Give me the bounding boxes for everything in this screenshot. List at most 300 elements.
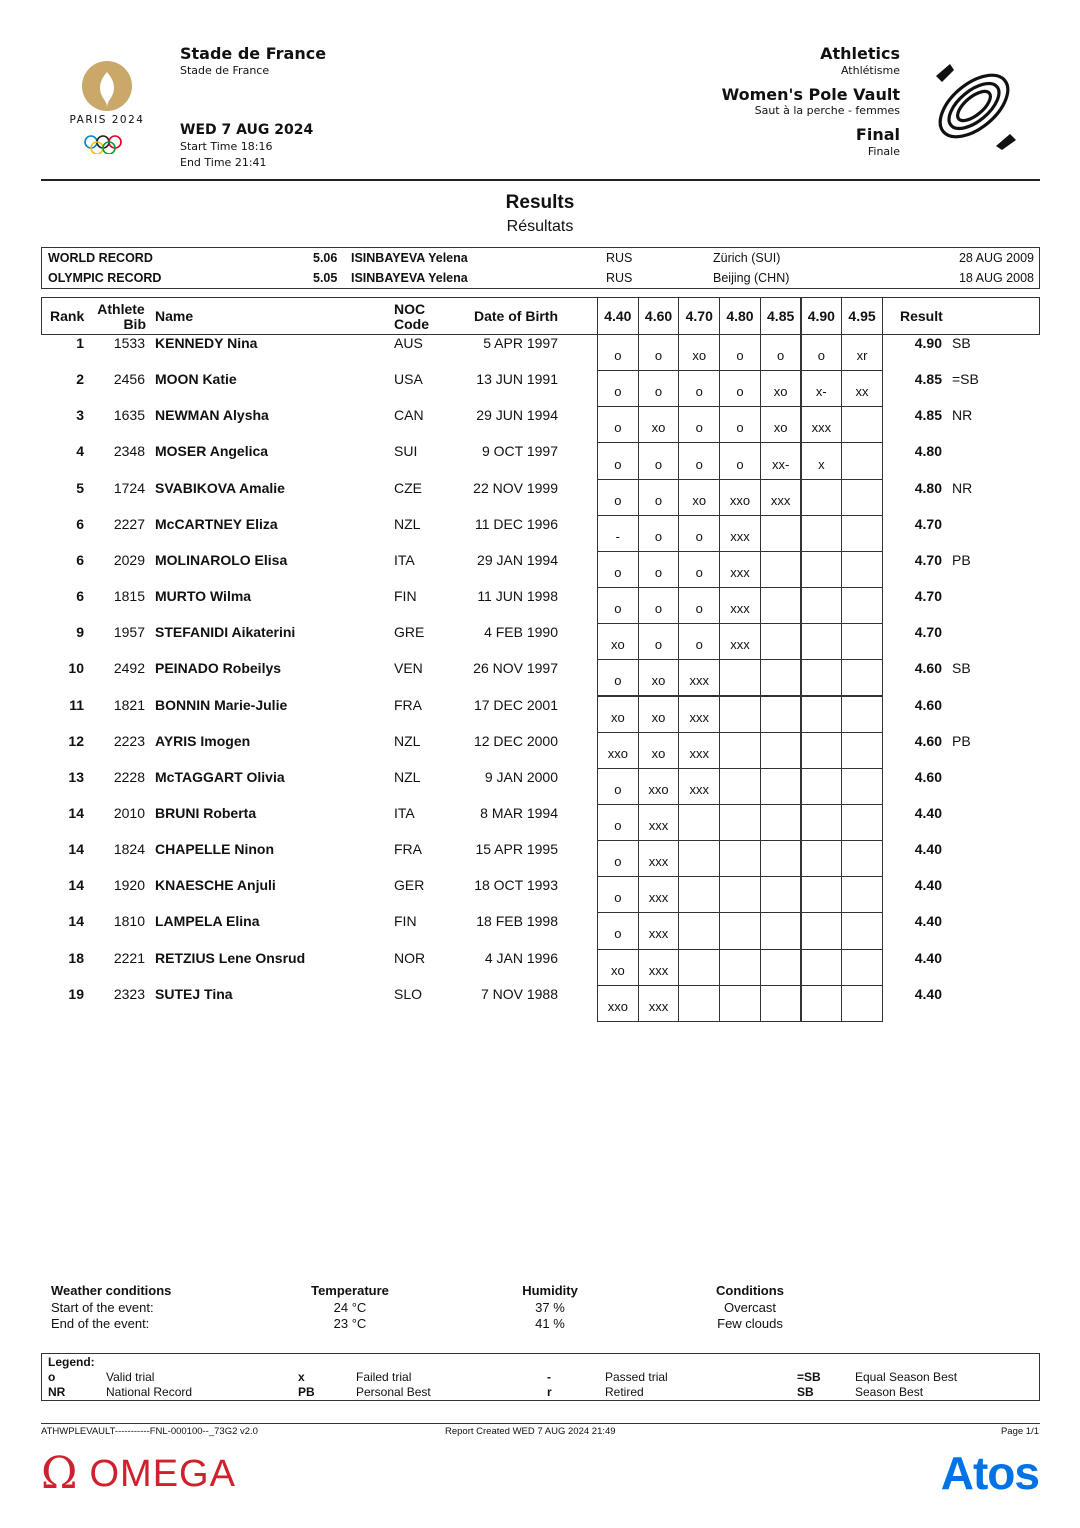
attempt-cell [760, 659, 802, 696]
rank: 6 [76, 515, 84, 532]
table-header [41, 297, 1040, 335]
athlete-name: LAMPELA Elina [155, 913, 260, 930]
noc-code: CZE [394, 479, 422, 496]
legend-desc: Valid trial [106, 1370, 155, 1384]
legend-desc: Equal Season Best [855, 1370, 958, 1384]
attempt-cell [801, 732, 843, 769]
phase: Final [855, 125, 900, 144]
paris-2024-logo [64, 58, 150, 154]
result-mark: 4.40 [914, 804, 942, 821]
athlete-name: STEFANIDI Aikaterini [155, 624, 296, 641]
attempt-cell: o [678, 551, 720, 588]
attempt-cell: o [719, 370, 761, 407]
attempt-cell: o [597, 479, 639, 516]
attempt-cell [801, 587, 843, 624]
weather-start-label: Start of the event: [51, 1300, 154, 1315]
rank: 14 [68, 877, 84, 894]
legend-symbol: o [48, 1370, 56, 1384]
attempt-cell: o [678, 406, 720, 443]
noc-code: FRA [394, 696, 422, 713]
legend-desc: Failed trial [356, 1370, 412, 1384]
attempt-cell: o [638, 479, 680, 516]
attempt-cell: xxx [678, 732, 720, 769]
page-number: Page 1/1 [1000, 1426, 1039, 1437]
attempt-cell [841, 985, 883, 1022]
athlete-name: McTAGGART Olivia [155, 768, 285, 785]
attempt-cell [801, 659, 843, 696]
rank: 19 [68, 985, 84, 1002]
weather-end-label: End of the event: [51, 1316, 150, 1331]
height-header-4-60: 4.60 [638, 297, 680, 335]
attempt-cell: xxx [638, 912, 680, 949]
attempt-cell [801, 623, 843, 660]
noc-code: AUS [394, 335, 423, 351]
event-date: WED 7 AUG 2024 [180, 122, 314, 138]
legend-symbol: =SB [797, 1370, 821, 1384]
attempt-cell [841, 551, 883, 588]
date-of-birth: 29 JAN 1994 [477, 551, 558, 568]
temperature-end: 23 °C [333, 1316, 367, 1331]
phase-fr: Finale [867, 145, 900, 158]
result-mark: 4.80 [914, 443, 942, 460]
attempt-cell: xo [760, 406, 802, 443]
attempt-cell [801, 479, 843, 516]
legend-symbol: PB [298, 1385, 315, 1399]
date-of-birth: 5 APR 1997 [483, 335, 558, 351]
attempt-cell: o [719, 442, 761, 479]
attempt-cell [760, 587, 802, 624]
attempt-cell: xxx [678, 768, 720, 805]
record-noc: RUS [606, 271, 633, 285]
attempt-cell: o [597, 876, 639, 913]
attempt-cell [801, 876, 843, 913]
noc-code: FIN [394, 913, 417, 930]
atos-logo: Atos [940, 1447, 1039, 1499]
attempt-cell [801, 840, 843, 877]
attempt-cell [841, 515, 883, 552]
attempt-cell: o [678, 587, 720, 624]
result-note: NR [952, 479, 973, 496]
rank: 11 [69, 696, 84, 713]
attempt-cell [841, 696, 883, 733]
athlete-name: BRUNI Roberta [155, 804, 257, 821]
athlete-name: MOLINAROLO Elisa [155, 551, 288, 568]
result-mark: 4.85 [914, 407, 942, 424]
result-note: NR [952, 407, 973, 424]
attempt-cell: o [638, 551, 680, 588]
attempt-cell [760, 515, 802, 552]
record-label: OLYMPIC RECORD [48, 271, 162, 285]
athlete-name: BONNIN Marie-Julie [155, 696, 288, 713]
noc-code: NZL [394, 768, 421, 785]
records-box [41, 247, 1040, 289]
athlete-name: CHAPELLE Ninon [155, 841, 274, 858]
attempt-cell: o [638, 370, 680, 407]
attempt-cell: o [597, 840, 639, 877]
result-mark: 4.80 [914, 479, 942, 496]
rank: 9 [76, 624, 84, 641]
bib: 2223 [113, 732, 145, 749]
legend-desc: Retired [605, 1385, 644, 1399]
noc-code: SUI [394, 443, 418, 460]
bib: 2492 [113, 660, 145, 677]
attempt-cell: o [597, 587, 639, 624]
attempt-cell: o [678, 623, 720, 660]
athlete-name: McCARTNEY Eliza [155, 515, 278, 532]
attempt-cell: xxx [638, 804, 680, 841]
event-name-fr: Saut à la perche - femmes [754, 104, 900, 117]
result-mark: 4.60 [914, 768, 942, 785]
legend-title: Legend: [48, 1355, 95, 1369]
attempt-cell [678, 876, 720, 913]
athlete-name: KENNEDY Nina [155, 335, 258, 351]
noc-code: NZL [394, 732, 421, 749]
attempt-cell: o [597, 659, 639, 696]
attempt-cell [760, 768, 802, 805]
event-name: Women's Pole Vault [721, 85, 900, 104]
bib: 1533 [113, 335, 145, 351]
bib: 1724 [113, 479, 145, 496]
date-of-birth: 12 DEC 2000 [473, 732, 558, 749]
bib: 2456 [113, 371, 145, 388]
noc-code: VEN [394, 660, 423, 677]
result-mark: 4.60 [914, 660, 942, 677]
omega-wordmark: OMEGA [89, 1452, 236, 1495]
attempt-cell [801, 696, 843, 733]
humidity-end: 41 % [535, 1316, 565, 1331]
height-header-4-40: 4.40 [597, 297, 639, 335]
attempt-cell: xo [760, 370, 802, 407]
attempt-cell [801, 804, 843, 841]
record-place: Beijing (CHN) [713, 271, 790, 285]
attempt-cell [719, 840, 761, 877]
date-of-birth: 15 APR 1995 [475, 841, 558, 858]
athlete-name: SVABIKOVA Amalie [155, 479, 285, 496]
noc-code: ITA [394, 551, 415, 568]
result-mark: 4.40 [914, 985, 942, 1002]
record-noc: RUS [606, 251, 633, 265]
attempt-cell [841, 912, 883, 949]
col-dob: Date of Birth [474, 308, 558, 324]
attempt-cell: xr [841, 334, 883, 371]
bib: 1810 [113, 913, 145, 930]
attempt-cell: o [719, 334, 761, 371]
legend-desc: Passed trial [605, 1370, 668, 1384]
attempt-cell: o [719, 406, 761, 443]
legend-symbol: NR [48, 1385, 66, 1399]
attempt-cell: o [597, 912, 639, 949]
legend-desc: Season Best [855, 1385, 924, 1399]
rank: 14 [68, 913, 84, 930]
legend-box [41, 1353, 1040, 1401]
sport-fr: Athlétisme [840, 64, 900, 77]
attempt-cell: o [678, 370, 720, 407]
attempt-cell: xxx [638, 876, 680, 913]
attempt-cell: o [597, 442, 639, 479]
athlete-name: MURTO Wilma [155, 588, 252, 605]
venue: Stade de France [180, 44, 327, 63]
attempt-cell [841, 949, 883, 986]
attempt-cell [801, 768, 843, 805]
attempt-cell: xo [638, 696, 680, 733]
rank: 5 [76, 479, 84, 496]
attempt-cell [801, 515, 843, 552]
result-mark: 4.85 [914, 371, 942, 388]
attempt-cell [841, 804, 883, 841]
omega-symbol-icon: Ω [41, 1448, 78, 1499]
date-of-birth: 17 DEC 2001 [473, 696, 558, 713]
rank: 6 [76, 588, 84, 605]
attempt-cell: xo [678, 479, 720, 516]
bib: 1815 [113, 588, 145, 605]
noc-code: NZL [394, 515, 421, 532]
footer-code: ATHWPLEVAULT-----------FNL-000100--_73G2 v2.0 [41, 1426, 258, 1437]
athlete-name: MOSER Angelica [155, 443, 269, 460]
attempt-cell [719, 949, 761, 986]
attempt-cell: o [597, 804, 639, 841]
athlete-name: PEINADO Robeilys [155, 660, 282, 677]
footer-divider [41, 1423, 1040, 1424]
attempt-cell: xxx [760, 479, 802, 516]
attempt-cell: xxx [719, 515, 761, 552]
attempt-cell [678, 949, 720, 986]
attempt-cell: xxo [597, 985, 639, 1022]
result-note: SB [952, 335, 971, 351]
attempt-cell [719, 768, 761, 805]
date-of-birth: 18 FEB 1998 [476, 913, 558, 930]
result-note: =SB [952, 371, 979, 388]
noc-code: NOR [394, 949, 426, 966]
omega-logo [41, 1448, 236, 1499]
athlete-name: AYRIS Imogen [155, 732, 251, 749]
legend-symbol: r [547, 1385, 552, 1399]
noc-code: ITA [394, 804, 415, 821]
attempt-cell: xx- [760, 442, 802, 479]
attempt-cell: xxx [678, 696, 720, 733]
attempt-cell: o [801, 334, 843, 371]
bib: 1635 [113, 407, 145, 424]
result-mark: 4.40 [914, 949, 942, 966]
bib: 2227 [113, 515, 145, 532]
attempt-cell [719, 804, 761, 841]
attempt-cell: o [597, 334, 639, 371]
attempt-cell [760, 949, 802, 986]
header-divider [41, 179, 1040, 181]
date-of-birth: 11 DEC 1996 [474, 515, 558, 532]
attempt-cell: xxx [678, 659, 720, 696]
legend-symbol: x [298, 1370, 305, 1384]
attempt-cell [760, 804, 802, 841]
attempt-cell [841, 442, 883, 479]
attempt-cell [719, 696, 761, 733]
athlete-name: MOON Katie [155, 371, 237, 388]
record-date: 28 AUG 2009 [958, 251, 1034, 265]
rank: 10 [68, 660, 84, 677]
noc-code: FRA [394, 841, 422, 858]
bib: 2323 [113, 985, 145, 1002]
world-record-row [42, 248, 1039, 268]
athlete-name: KNAESCHE Anjuli [155, 877, 276, 894]
attempt-cell [841, 876, 883, 913]
record-holder: ISINBAYEVA Yelena [351, 271, 468, 285]
date-of-birth: 7 NOV 1988 [480, 985, 558, 1002]
noc-code: USA [394, 371, 423, 388]
date-of-birth: 13 JUN 1991 [476, 371, 558, 388]
attempt-cell: o [638, 334, 680, 371]
attempt-cell: o [597, 768, 639, 805]
bib: 1920 [113, 877, 145, 894]
legend-symbol: - [547, 1370, 551, 1384]
bib: 1957 [113, 624, 145, 641]
col-bib: Bib [123, 316, 146, 332]
attempt-cell [841, 406, 883, 443]
noc-code: SLO [394, 985, 423, 1002]
attempt-cell: xxx [638, 949, 680, 986]
bib: 2010 [113, 804, 145, 821]
legend-symbol: SB [797, 1385, 814, 1399]
attempt-cell: xxx [719, 587, 761, 624]
conditions-title: Conditions [716, 1283, 784, 1298]
attempt-cell: o [678, 442, 720, 479]
attempt-cell: o [597, 406, 639, 443]
result-mark: 4.60 [914, 696, 942, 713]
attempt-cell [678, 985, 720, 1022]
temperature-title: Temperature [311, 1283, 389, 1298]
record-mark: 5.06 [313, 251, 338, 265]
attempt-cell [760, 623, 802, 660]
bib: 2348 [113, 443, 145, 460]
olympic-record-row [42, 268, 1039, 288]
page-title: Results [505, 192, 575, 213]
result-mark: 4.70 [914, 551, 942, 568]
attempt-cell [760, 876, 802, 913]
date-of-birth: 26 NOV 1997 [473, 660, 558, 677]
rank: 14 [68, 841, 84, 858]
attempt-cell [678, 804, 720, 841]
attempt-cell [801, 551, 843, 588]
attempt-cell [719, 876, 761, 913]
result-mark: 4.70 [914, 515, 942, 532]
rank: 6 [76, 551, 84, 568]
height-header-4-90: 4.90 [801, 297, 843, 335]
date-of-birth: 11 JUN 1998 [477, 588, 558, 605]
record-mark: 5.05 [313, 271, 338, 285]
attempt-cell: x- [801, 370, 843, 407]
bib: 2228 [113, 768, 145, 785]
end-time: End Time 21:41 [180, 156, 267, 169]
sport: Athletics [820, 44, 900, 63]
attempt-cell [719, 985, 761, 1022]
attempt-cell: xo [597, 623, 639, 660]
col-name: Name [155, 308, 194, 324]
result-mark: 4.70 [914, 588, 942, 605]
record-holder: ISINBAYEVA Yelena [351, 251, 468, 265]
result-note: PB [952, 732, 971, 749]
noc-code: FIN [394, 588, 417, 605]
result-mark: 4.70 [914, 624, 942, 641]
date-of-birth: 22 NOV 1999 [473, 479, 558, 496]
rank: 12 [68, 732, 84, 749]
col-rank: Rank [50, 308, 85, 324]
attempt-cell: o [597, 370, 639, 407]
noc-code: GER [394, 877, 425, 894]
attempt-cell: x [801, 442, 843, 479]
bib: 2221 [113, 949, 145, 966]
attempt-cell [678, 840, 720, 877]
report-created: Report Created WED 7 AUG 2024 21:49 [445, 1426, 616, 1437]
result-mark: 4.40 [914, 841, 942, 858]
rank: 18 [68, 949, 84, 966]
attempt-cell [841, 587, 883, 624]
rank: 13 [68, 768, 84, 785]
date-of-birth: 8 MAR 1994 [480, 804, 558, 821]
attempt-cell [719, 659, 761, 696]
attempt-cell [760, 912, 802, 949]
attempt-cell [841, 768, 883, 805]
height-header-4-80: 4.80 [719, 297, 761, 335]
rank: 4 [76, 443, 84, 460]
col-code: Code [394, 316, 429, 332]
result-mark: 4.40 [914, 913, 942, 930]
attempt-cell [841, 623, 883, 660]
attempt-cell [760, 840, 802, 877]
rank: 2 [76, 371, 84, 388]
record-place: Zürich (SUI) [713, 251, 781, 265]
attempt-cell: xo [597, 949, 639, 986]
athlete-name: RETZIUS Lene Onsrud [155, 949, 306, 966]
conditions-end: Few clouds [717, 1316, 783, 1331]
date-of-birth: 29 JUN 1994 [476, 407, 558, 424]
attempt-cell: - [597, 515, 639, 552]
attempt-cell: xxx [638, 985, 680, 1022]
attempt-cell: xxo [597, 732, 639, 769]
attempt-cell: o [597, 551, 639, 588]
weather-title: Weather conditions [51, 1283, 172, 1298]
venue-fr: Stade de France [180, 64, 270, 77]
attempt-cell [719, 732, 761, 769]
date-of-birth: 18 OCT 1993 [474, 877, 558, 894]
rank: 1 [76, 335, 84, 351]
bib: 1821 [113, 696, 145, 713]
athletics-pictogram-icon [926, 58, 1022, 154]
attempt-cell: o [638, 623, 680, 660]
col-athlete: Athlete [97, 301, 145, 317]
result-note: SB [952, 660, 971, 677]
legend-desc: Personal Best [356, 1385, 431, 1399]
attempt-cell: xo [638, 732, 680, 769]
noc-code: GRE [394, 624, 425, 641]
col-noc: NOC [394, 301, 426, 317]
attempt-cell [841, 840, 883, 877]
conditions-start: Overcast [723, 1300, 776, 1315]
attempt-cell [760, 985, 802, 1022]
attempt-cell: o [760, 334, 802, 371]
attempt-cell: xxx [801, 406, 843, 443]
height-header-4-95: 4.95 [841, 297, 883, 335]
start-time: Start Time 18:16 [180, 140, 273, 153]
temperature-start: 24 °C [333, 1300, 367, 1315]
date-of-birth: 9 JAN 2000 [484, 768, 558, 785]
attempt-cell: o [638, 515, 680, 552]
athlete-name: SUTEJ Tina [155, 985, 233, 1002]
result-note: PB [952, 551, 971, 568]
attempt-cell: o [638, 442, 680, 479]
result-mark: 4.40 [914, 877, 942, 894]
attempt-cell: xo [597, 696, 639, 733]
attempt-cell [760, 696, 802, 733]
logo-text: PARIS 2024 [69, 114, 145, 126]
col-result: Result [900, 308, 943, 324]
